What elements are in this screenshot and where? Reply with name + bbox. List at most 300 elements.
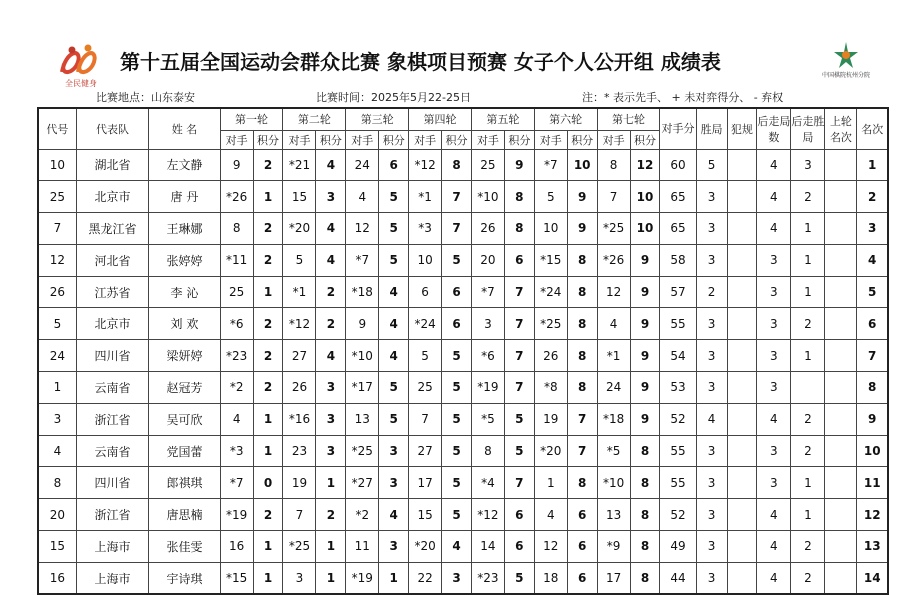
cell-points: 8 [630,499,660,531]
cell-points: 3 [316,403,346,435]
cell-opp-score: 65 [660,213,696,245]
cell-wins: 3 [696,244,727,276]
table-row [38,562,888,594]
cell-name: 宇诗琪 [149,562,220,594]
time-text: 比赛时间：2025年5月22-25日 [316,91,471,104]
cell-opponent: 8 [597,149,630,181]
cell-points: 5 [442,372,472,404]
cell-points: 6 [504,499,534,531]
cell-points: 5 [442,340,472,372]
col-black-wins: 后走胜局 [791,108,825,149]
cell-wins: 3 [696,372,727,404]
cell-opponent: 14 [471,531,504,563]
cell-points: 3 [442,562,472,594]
cell-opponent: 25 [409,372,442,404]
cell-code: 8 [38,467,76,499]
cell-opponent: *19 [471,372,504,404]
cell-opponent: 8 [471,435,504,467]
cell-code: 20 [38,499,76,531]
cell-wins: 5 [696,149,727,181]
cell-opp-score: 44 [660,562,696,594]
cell-opponent: 7 [409,403,442,435]
col-last-round: 上轮名次 [825,108,857,149]
cell-rank: 4 [857,244,888,276]
table-row [38,149,888,181]
cell-opponent: 7 [597,181,630,213]
table-row [38,435,888,467]
cell-points: 7 [442,181,472,213]
cell-opponent: 3 [283,562,316,594]
cell-points: 2 [253,149,283,181]
cell-opponent: 22 [409,562,442,594]
cell-team: 北京市 [76,308,148,340]
cell-team: 江苏省 [76,276,148,308]
cell-opponent: *19 [346,562,379,594]
table-row [38,531,888,563]
cell-opponent: *25 [283,531,316,563]
cell-opponent: 11 [346,531,379,563]
cell-points: 8 [504,181,534,213]
cell-code: 25 [38,181,76,213]
cell-opponent: *7 [534,149,567,181]
cell-opponent: *3 [220,435,253,467]
left-logo-text: 全民健身 [65,79,97,88]
cell-points: 6 [442,276,472,308]
cell-rank: 13 [857,531,888,563]
cell-opponent: *2 [220,372,253,404]
cell-opponent: 17 [409,467,442,499]
cell-wins: 3 [696,340,727,372]
cell-fouls [727,531,757,563]
cell-fouls [727,244,757,276]
cell-opponent: *9 [597,531,630,563]
cell-points: 4 [316,244,346,276]
subcol-points: 积分 [379,130,409,149]
cell-opponent: 23 [283,435,316,467]
cell-points: 1 [316,562,346,594]
cell-opponent: 4 [346,181,379,213]
cell-points: 2 [253,372,283,404]
cell-last-round [825,372,857,404]
page-title: 第十五届全国运动会群众比赛 象棋项目预赛 女子个人公开组 成绩表 [120,50,721,74]
cell-black-wins: 2 [791,531,825,563]
cell-points: 8 [567,244,597,276]
cell-points: 1 [316,467,346,499]
cell-points: 4 [379,276,409,308]
cell-opponent: *27 [346,467,379,499]
cell-points: 0 [253,467,283,499]
subcol-points: 积分 [567,130,597,149]
cell-opponent: *23 [471,562,504,594]
cell-black-games: 4 [757,213,791,245]
col-round-2: 第二轮 [283,108,346,130]
cell-name: 张佳雯 [149,531,220,563]
cell-points: 8 [630,531,660,563]
cell-name: 王琳娜 [149,213,220,245]
cell-opponent: *25 [597,213,630,245]
cell-last-round [825,276,857,308]
cell-black-games: 3 [757,372,791,404]
cell-points: 9 [630,308,660,340]
cell-points: 4 [379,308,409,340]
cell-name: 左文静 [149,149,220,181]
cell-opp-score: 52 [660,499,696,531]
cell-points: 2 [253,213,283,245]
cell-points: 7 [442,213,472,245]
cell-opponent: *4 [471,467,504,499]
cell-points: 1 [253,403,283,435]
cell-points: 9 [630,372,660,404]
cell-rank: 7 [857,340,888,372]
cell-name: 唐 丹 [149,181,220,213]
cell-team: 浙江省 [76,403,148,435]
cell-points: 3 [316,181,346,213]
col-rank: 名次 [857,108,888,149]
cell-points: 5 [442,403,472,435]
cell-opponent: 5 [409,340,442,372]
cell-opponent: *12 [283,308,316,340]
cell-points: 5 [442,435,472,467]
cell-opponent: 15 [283,181,316,213]
cell-points: 1 [253,276,283,308]
cell-points: 5 [504,562,534,594]
cell-points: 9 [630,340,660,372]
cell-points: 8 [567,467,597,499]
cell-points: 5 [379,181,409,213]
cell-opponent: *10 [597,467,630,499]
cell-fouls [727,213,757,245]
cell-opponent: *23 [220,340,253,372]
cell-opponent: 12 [597,276,630,308]
cell-opponent: *20 [283,213,316,245]
cell-black-games: 4 [757,149,791,181]
cell-last-round [825,213,857,245]
cell-opponent: 12 [534,531,567,563]
cell-opponent: 5 [283,244,316,276]
table-row [38,244,888,276]
cell-rank: 10 [857,435,888,467]
cell-points: 8 [504,213,534,245]
cell-opponent: 26 [534,340,567,372]
cell-name: 赵冠芳 [149,372,220,404]
cell-opponent: 7 [283,499,316,531]
cell-opponent: *25 [534,308,567,340]
cell-code: 26 [38,276,76,308]
cell-opponent: *16 [283,403,316,435]
cell-rank: 9 [857,403,888,435]
cell-black-games: 3 [757,435,791,467]
cell-opponent: *5 [471,403,504,435]
cell-opponent: 9 [220,149,253,181]
cell-opponent: *18 [346,276,379,308]
cell-opponent: *19 [220,499,253,531]
col-round-6: 第六轮 [534,108,597,130]
cell-opponent: *12 [471,499,504,531]
cell-wins: 3 [696,308,727,340]
cell-opponent: 27 [409,435,442,467]
cell-opponent: 16 [220,531,253,563]
cell-points: 4 [379,340,409,372]
cell-points: 8 [442,149,472,181]
cell-name: 张婷婷 [149,244,220,276]
results-table [37,107,889,595]
cell-team: 北京市 [76,181,148,213]
subcol-opponent: 对手 [220,130,253,149]
cell-points: 8 [567,372,597,404]
cell-opponent: *15 [534,244,567,276]
cell-points: 7 [504,372,534,404]
cell-fouls [727,340,757,372]
cell-points: 8 [630,435,660,467]
cell-points: 8 [567,340,597,372]
cell-points: 6 [504,531,534,563]
cell-rank: 12 [857,499,888,531]
cell-black-wins: 1 [791,276,825,308]
table-row [38,372,888,404]
cell-last-round [825,531,857,563]
subcol-points: 积分 [630,130,660,149]
cell-code: 12 [38,244,76,276]
cell-points: 3 [379,531,409,563]
cell-points: 2 [316,308,346,340]
cell-opp-score: 52 [660,403,696,435]
cell-points: 9 [504,149,534,181]
legend-note: 注：* 表示先手、 + 未对弈得分、 - 弃权 [582,91,784,104]
cell-opponent: *1 [283,276,316,308]
cell-black-wins: 1 [791,499,825,531]
cell-opponent: *8 [534,372,567,404]
table-row [38,181,888,213]
cell-black-games: 3 [757,244,791,276]
cell-last-round [825,403,857,435]
col-round-5: 第五轮 [471,108,534,130]
cell-opponent: 25 [471,149,504,181]
col-black-games: 后走局数 [757,108,791,149]
cell-fouls [727,308,757,340]
cell-opponent: 20 [471,244,504,276]
cell-name: 党国蕾 [149,435,220,467]
cell-points: 4 [316,213,346,245]
cell-black-wins [791,372,825,404]
cell-opponent: 24 [597,372,630,404]
cell-points: 1 [253,181,283,213]
cell-fouls [727,276,757,308]
cell-name: 李 沁 [149,276,220,308]
cell-black-wins: 2 [791,562,825,594]
cell-code: 24 [38,340,76,372]
cell-points: 8 [630,562,660,594]
cell-opponent: 3 [471,308,504,340]
venue-text: 比赛地点：山东泰安 [96,91,195,104]
cell-points: 10 [567,149,597,181]
col-round-4: 第四轮 [409,108,472,130]
table-row [38,308,888,340]
cell-points: 9 [630,244,660,276]
cell-points: 7 [504,340,534,372]
cell-points: 2 [316,276,346,308]
right-logo-text: 中国棋院杭州分院 [821,72,870,79]
cell-code: 15 [38,531,76,563]
cell-opp-score: 65 [660,181,696,213]
cell-opponent: *17 [346,372,379,404]
cell-opponent: 1 [534,467,567,499]
subcol-opponent: 对手 [283,130,316,149]
cell-rank: 11 [857,467,888,499]
cell-points: 3 [316,372,346,404]
cell-rank: 5 [857,276,888,308]
cell-wins: 3 [696,499,727,531]
cell-opponent: *26 [220,181,253,213]
cell-opponent: 10 [409,244,442,276]
cell-team: 浙江省 [76,499,148,531]
cell-opponent: 18 [534,562,567,594]
cell-opp-score: 49 [660,531,696,563]
chess-association-logo [832,40,860,70]
cell-black-wins: 3 [791,149,825,181]
cell-points: 9 [567,181,597,213]
cell-points: 9 [567,213,597,245]
cell-points: 7 [504,467,534,499]
cell-black-wins: 1 [791,213,825,245]
cell-black-games: 3 [757,340,791,372]
cell-points: 12 [630,149,660,181]
cell-fouls [727,562,757,594]
subcol-opponent: 对手 [346,130,379,149]
cell-team: 四川省 [76,467,148,499]
cell-points: 7 [567,403,597,435]
cell-points: 3 [379,467,409,499]
cell-opponent: *20 [534,435,567,467]
cell-points: 6 [379,149,409,181]
cell-last-round [825,562,857,594]
cell-last-round [825,467,857,499]
cell-black-wins: 1 [791,340,825,372]
cell-points: 8 [630,467,660,499]
cell-name: 吴可欣 [149,403,220,435]
cell-points: 1 [316,531,346,563]
cell-opponent: 19 [283,467,316,499]
cell-rank: 1 [857,149,888,181]
cell-team: 四川省 [76,340,148,372]
cell-opponent: *7 [471,276,504,308]
cell-black-wins: 2 [791,403,825,435]
table-row [38,467,888,499]
cell-wins: 3 [696,562,727,594]
cell-points: 5 [442,244,472,276]
cell-points: 1 [253,562,283,594]
cell-points: 6 [442,308,472,340]
cell-opponent: 24 [346,149,379,181]
subcol-opponent: 对手 [534,130,567,149]
cell-code: 4 [38,435,76,467]
cell-wins: 3 [696,435,727,467]
table-row [38,276,888,308]
cell-wins: 3 [696,181,727,213]
cell-opponent: 9 [346,308,379,340]
cell-points: 4 [442,531,472,563]
cell-last-round [825,244,857,276]
cell-black-wins: 1 [791,244,825,276]
cell-black-wins: 2 [791,181,825,213]
cell-fouls [727,403,757,435]
col-fouls: 犯规 [727,108,757,149]
cell-opponent: *20 [409,531,442,563]
cell-black-games: 4 [757,181,791,213]
cell-points: 5 [504,403,534,435]
cell-opponent: *24 [534,276,567,308]
table-row [38,213,888,245]
cell-black-games: 4 [757,499,791,531]
cell-points: 9 [630,276,660,308]
subcol-opponent: 对手 [597,130,630,149]
cell-opp-score: 60 [660,149,696,181]
col-round-1: 第一轮 [220,108,283,130]
subcol-opponent: 对手 [409,130,442,149]
cell-wins: 4 [696,403,727,435]
cell-opponent: *26 [597,244,630,276]
cell-opponent: *7 [220,467,253,499]
cell-points: 6 [567,531,597,563]
cell-points: 3 [316,435,346,467]
cell-rank: 8 [857,372,888,404]
cell-fouls [727,149,757,181]
cell-points: 4 [316,340,346,372]
col-wins: 胜局 [696,108,727,149]
cell-opponent: 8 [220,213,253,245]
cell-opp-score: 55 [660,435,696,467]
cell-points: 8 [567,276,597,308]
cell-black-games: 3 [757,308,791,340]
cell-opponent: 19 [534,403,567,435]
cell-wins: 3 [696,531,727,563]
cell-points: 4 [379,499,409,531]
cell-opponent: *12 [409,149,442,181]
cell-points: 5 [379,372,409,404]
cell-points: 5 [379,403,409,435]
cell-opponent: *7 [346,244,379,276]
cell-code: 1 [38,372,76,404]
cell-opponent: 12 [346,213,379,245]
cell-team: 上海市 [76,562,148,594]
cell-black-games: 4 [757,562,791,594]
cell-opp-score: 58 [660,244,696,276]
cell-points: 5 [442,467,472,499]
cell-opponent: *25 [346,435,379,467]
cell-rank: 2 [857,181,888,213]
cell-opponent: *6 [220,308,253,340]
cell-points: 10 [630,213,660,245]
table-row [38,403,888,435]
subcol-points: 积分 [504,130,534,149]
cell-points: 10 [630,181,660,213]
cell-fouls [727,467,757,499]
cell-opponent: *2 [346,499,379,531]
cell-opponent: 5 [534,181,567,213]
cell-opponent: *10 [346,340,379,372]
cell-rank: 14 [857,562,888,594]
cell-fouls [727,499,757,531]
cell-black-games: 4 [757,531,791,563]
cell-black-games: 3 [757,276,791,308]
cell-code: 5 [38,308,76,340]
cell-opponent: 4 [534,499,567,531]
cell-points: 5 [379,213,409,245]
cell-points: 2 [316,499,346,531]
cell-points: 2 [253,308,283,340]
cell-opp-score: 57 [660,276,696,308]
cell-team: 云南省 [76,435,148,467]
cell-points: 2 [253,340,283,372]
